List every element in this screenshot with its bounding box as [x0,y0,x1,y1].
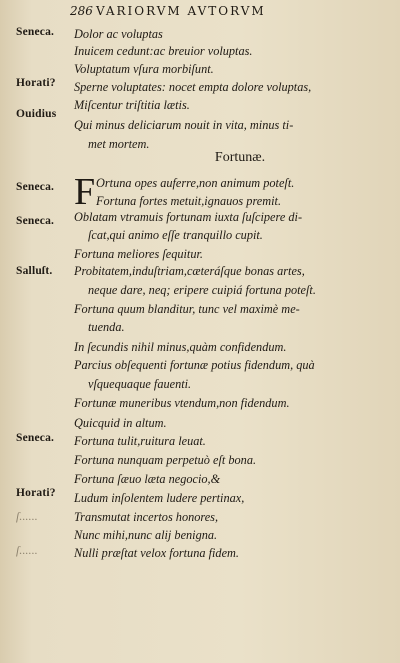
text-line: Nunc mihi,nunc alij benigna. [74,528,218,542]
text-line: Parcius obſequenti fortunæ potius fidendum, quà [74,358,315,372]
text-line: met mortem. [88,137,150,151]
text-line: vſquequaque fauenti. [88,377,192,391]
margin-author-name: ſ...... [16,545,38,557]
text-line: Ludum inſolentem ludere pertinax, [74,491,245,505]
margin-author-name: Ouidius [16,108,57,120]
text-line: Nulli præſtat velox fortuna fidem. [74,546,239,560]
text-line: Fortuna meliores ſequitur. [74,247,203,261]
margin-author-name: Seneca. [16,26,55,38]
text-line: Inuicem cedunt:ac breuior voluptas. [74,44,253,58]
text-line: Miſcentur triſtitia lætis. [74,98,190,112]
text-line: Voluptatum vſura morbiſunt. [74,62,214,76]
text-line: Ortuna opes auferre,non animum poteſt. [96,176,295,190]
text-line: Fortuna fortes metuit,ignauos premit. [96,194,282,208]
margin-author-name: Salluſt. [16,265,53,277]
margin-author-name: Horati? [16,487,56,499]
page-number: 286 [70,4,93,18]
section-heading: Fortunæ. [214,150,266,165]
text-line: ſcat,qui animo eſſe tranquillo cupit. [88,228,263,242]
text-line: Fortuna quum blanditur, tunc vel maximè me- [74,302,300,316]
text-line: Fortuna ſæuo læta negocio,& [74,472,221,486]
margin-author-name: Seneca. [16,432,55,444]
text-line: Probitatem,induſtriam,cæteráſque bonas artes, [74,264,305,278]
running-title: VARIORVM AVTORVM [96,4,266,18]
margin-author-name: Horati? [16,77,56,89]
text-line: Qui minus deliciarum nouit in vita, minus ti- [74,118,294,132]
page-header [70,4,390,20]
text-line: Oblatam vtramuis fortunam iuxta ſuſcipere di- [74,210,303,224]
text-line: tuenda. [88,320,125,334]
drop-capital: F [74,171,96,213]
text-line: Transmutat incertos honores, [74,510,219,524]
margin-author-name: ſ...... [16,511,38,523]
text-line: Sperne voluptates: nocet empta dolore voluptas, [74,80,312,94]
text-line: Fortuna tulit,ruitura leuat. [74,434,206,448]
text-line: Fortunæ muneribus vtendum,non fidendum. [74,396,290,410]
text-line: Fortuna nunquam perpetuò eſt bona. [74,453,257,467]
text-line: Quicquid in altum. [74,416,167,430]
text-line: Dolor ac voluptas [74,27,163,41]
text-line: neque dare, neq; eripere cuipiá fortuna poteſt. [88,283,316,297]
margin-author-name: Seneca. [16,215,55,227]
margin-author-name: Seneca. [16,181,55,193]
text-line: In ſecundis nihil minus,quàm confidendum. [74,340,287,354]
